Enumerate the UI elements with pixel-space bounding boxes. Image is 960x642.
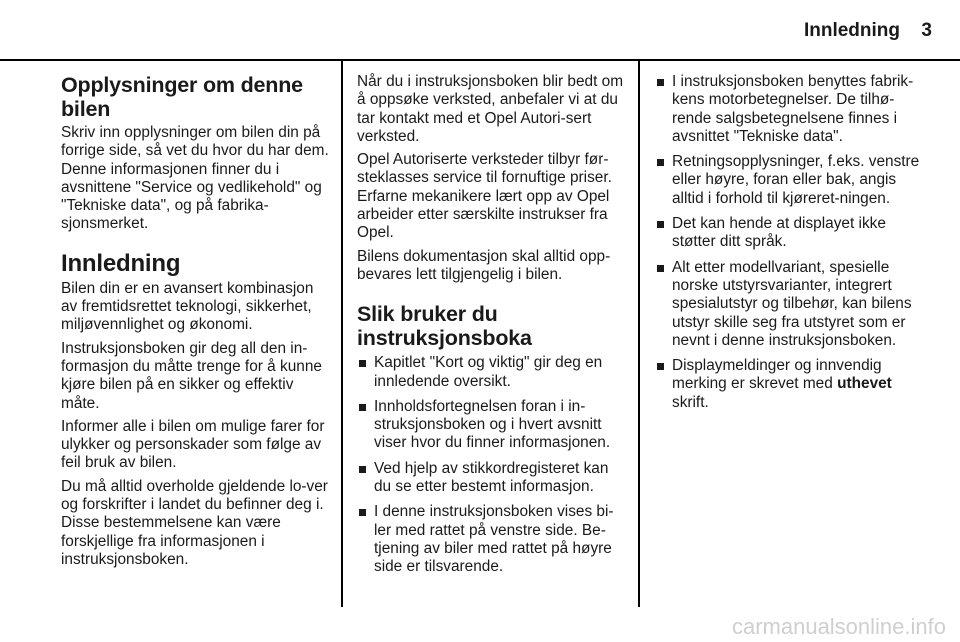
list-item: Alt etter modellvariant, spesielle norske utstyrsvarianter, integrert spesialutstyr og tilbehør, kan bilens utstyr skille seg fra utstyret som er nevnt i denne instruksjonsboken. bbox=[655, 259, 929, 350]
column-3 bbox=[655, 73, 929, 419]
bold-term: uthevet bbox=[837, 375, 892, 393]
list-item-text: Displaymeldinger og innvendig merking er skrevet med bbox=[672, 357, 882, 393]
list-item: Kapitlet "Kort og viktig" gir deg en innledende oversikt. bbox=[357, 354, 624, 391]
list-item: I instruksjonsboken benyttes fabrik-kens motorbetegnelser. De tilhø-rende salgsbetegnelsene finnes i avsnittet "Tekniske data". bbox=[655, 73, 929, 146]
watermark: carmanualsonline.info bbox=[731, 614, 946, 639]
page-number: 3 bbox=[921, 20, 932, 41]
column-divider-2 bbox=[638, 61, 640, 607]
column-1 bbox=[61, 73, 329, 574]
section-heading-vehicle-info: Opplysninger om denne bilen bbox=[61, 73, 303, 121]
paragraph: Informer alle i bilen om mulige farer for ulykker og personskader som følge av feil bruk av bilen. bbox=[61, 417, 325, 472]
bullet-list bbox=[655, 73, 929, 412]
section-heading-introduction: Innledning bbox=[61, 249, 181, 277]
header-rule bbox=[0, 59, 960, 61]
bullet-list bbox=[357, 354, 624, 576]
list-item: Ved hjelp av stikkordregisteret kan du se etter bestemt informasjon. bbox=[357, 460, 624, 497]
paragraph: Skriv inn opplysninger om bilen din på forrige side, så vet du hvor du har dem. Denne informasjonen finner du i avsnittene "Service og vedlikehold" og "Tekniske data", og på fabrika-sjonsmerket. bbox=[61, 124, 329, 233]
column-divider-1 bbox=[341, 61, 343, 607]
list-item bbox=[655, 357, 929, 412]
column-2 bbox=[357, 73, 624, 584]
paragraph: Når du i instruksjonsboken blir bedt om å oppsøke verksted, anbefaler vi at du tar kontakt med et Opel Autori-sert verksted. bbox=[357, 73, 624, 145]
running-header-title: Innledning bbox=[803, 20, 900, 41]
paragraph: Instruksjonsboken gir deg all den in-formasjon du måtte trenge for å kunne kjøre bilen på en sikker og effektiv måte. bbox=[61, 339, 322, 412]
paragraph: Bilen din er en avansert kombinasjon av fremtidsrettet teknologi, sikkerhet, miljøvennlighet og økonomi. bbox=[61, 279, 314, 334]
paragraph: Opel Autoriserte verksteder tilbyr før-steklasses service til fornuftige priser. Erfarne mekanikere lært opp av Opel arbeider etter særskilte instrukser fra Opel. bbox=[357, 151, 612, 242]
list-item: I denne instruksjonsboken vises bi-ler med rattet på venstre side. Be-tjening av biler med rattet på høyre side er tilsvarende. bbox=[357, 503, 624, 576]
list-item-text: skrift. bbox=[672, 393, 709, 411]
paragraph: Bilens dokumentasjon skal alltid opp-bevares lett tilgjengelig i bilen. bbox=[357, 247, 611, 283]
section-heading-how-to-use: Slik bruker du instruksjonsboka bbox=[357, 302, 532, 351]
list-item: Retningsopplysninger, f.eks. venstre eller høyre, foran eller bak, angis alltid i forhold til kjøreret-ningen. bbox=[655, 153, 929, 208]
list-item: Innholdsfortegnelsen foran i in-struksjonsboken og i hvert avsnitt viser hvor du finner informasjonen. bbox=[357, 398, 624, 453]
list-item: Det kan hende at displayet ikke støtter ditt språk. bbox=[655, 215, 929, 252]
paragraph: Du må alltid overholde gjeldende lo-ver og forskrifter i landet du befinner deg i. Disse bestemmelsene kan være forskjellige fra informasjonen i instruksjonsboken. bbox=[61, 477, 328, 568]
